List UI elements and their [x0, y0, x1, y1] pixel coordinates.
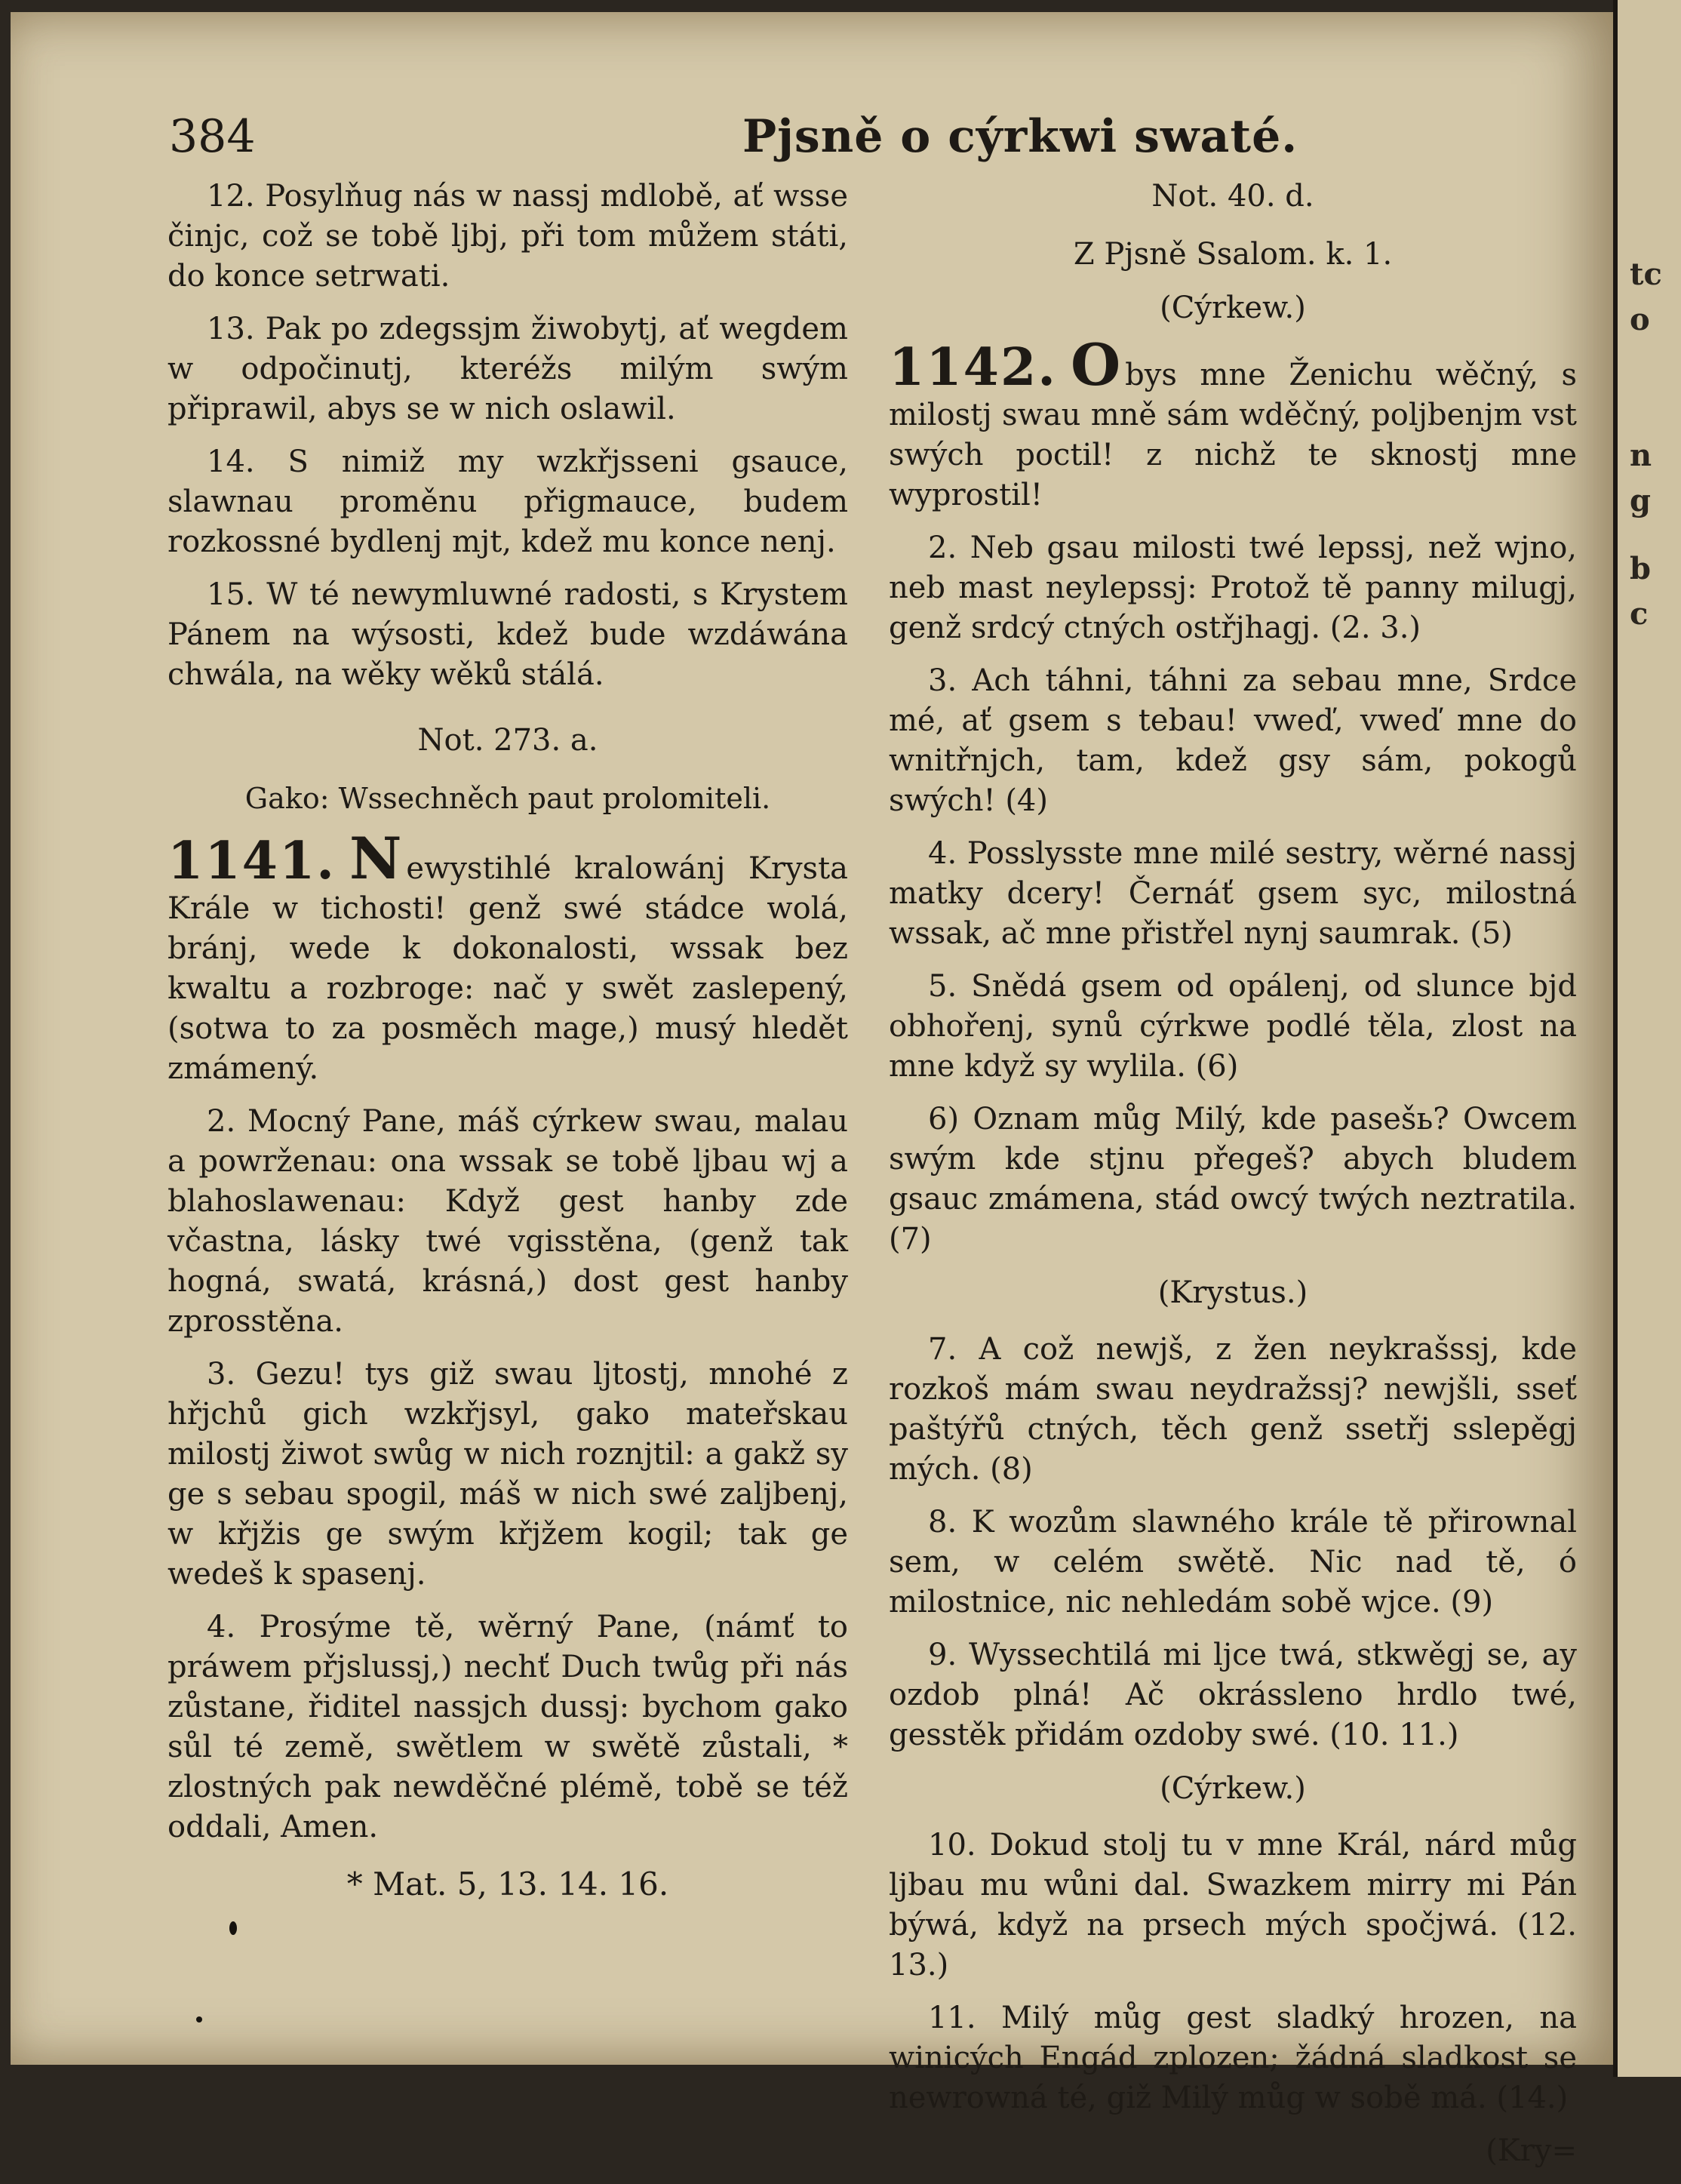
stanza: 2. Mocný Pane, máš cýrkew swau, malau a powrženau: ona wssak se tobě ljbau wj a blahoslawenau: Když gest hanby zde včastna, lásky twé vgisstěna, (genž tak hogná, swatá, krásná,) dost gest hanby zprosstěna. [167, 1104, 848, 1339]
stanza-text: ewystihlé kralowánj Krysta Krále w tichosti! genž swé stádce wolá, bránj, wede k dokonalosti, wssak bez kwaltu a rozbroge: nač y swět zaslepený, (sotwa to za posměch mage,) musý hledět zmámený. [167, 851, 848, 1086]
initial-letter: O [1070, 331, 1121, 398]
page-header [161, 110, 1500, 171]
hymn-first-stanza [889, 331, 1577, 515]
stanza: 7. A což newjš, z žen neykrašssj, kde rozkoš mám swau neydražssj? newjšli, sseť paštýřů ctných, těch genž ssetřj sslepěgj mých. (8) [889, 1332, 1577, 1487]
footnote: * Mat. 5, 13. 14. 16. [346, 1866, 669, 1903]
book-page [11, 12, 1613, 2168]
speaker-label: (Krystus.) [1157, 1275, 1308, 1310]
stanza: 4. Prosýme tě, wěrný Pane, (námť to práwem přjslussj,) nechť Duch twůg při nás zůstane, řiditel nassjch dussj: bychom gako sůl té země, swětlem w swětě zůstali, * zlostných pak newděčné plémě, tobě se též oddali, Amen. [167, 1610, 848, 1844]
stanza: 5. Snědá gsem od opálenj, od slunce bjd obhořenj, synů cýrkwe podlé těla, zlost na mne když sy wylila. (6) [889, 969, 1577, 1084]
stanza: 14. S nimiž my wzkřjsseni gsauce, slawnau proměnu přigmauce, budem rozkossné bydlenj mjt, kdež mu konce nenj. [167, 444, 848, 559]
tune-reference: Not. 273. a. [417, 723, 598, 758]
adjacent-text-fragment: c [1630, 596, 1649, 632]
stanza: 6) Oznam můg Milý, kde pasešь? Owcem swým kde stjnu přegeš? abych bludem gsauc zmámena, stád owcý twých neztratila. (7) [889, 1102, 1577, 1257]
hymn-number: 1141. [167, 831, 336, 891]
initial-letter: N [349, 825, 402, 892]
adjacent-text-fragment: g [1630, 483, 1651, 518]
melody-line: Gako: Wssechněch paut prolomiteli. [244, 782, 771, 815]
ink-blot [196, 2016, 202, 2023]
stanza: 3. Gezu! tys giž swau ljtostj, mnohé z hřjchů gich wzkřjsyl, gako mateřskau milostj žiwot swůg w nich roznjtil: a gakž sy ge s sebau spogil, máš w nich swé zaljbenj, w křjžis ge swým křjžem kogil; tak ge wedeš k spasenj. [167, 1357, 848, 1592]
stanza: 12. Posylňug nás w nassj mdlobě, ať wsse činjc, což se tobě ljbj, při tom můžem státi, do konce setrwati. [167, 179, 848, 294]
adjacent-text-fragment: tc [1630, 257, 1662, 292]
running-title: Pjsně o cýrkwi swaté. [742, 110, 1298, 163]
hymn-first-stanza [167, 825, 848, 1089]
stanza: 9. Wyssechtilá mi ljce twá, stkwěgj se, ay ozdob plná! Ač okrássleno hrdlo twé, gesstěk přidám ozdoby swé. (10. 11.) [889, 1638, 1577, 1752]
source-line: Z Pjsně Ssalom. k. 1. [1073, 237, 1393, 272]
stanza-text: bys mne Ženichu wěčný, s milostj swau mně sám wděčný, poljbenjm vst swých poctil! z nichž te sknostj mne wyprostil! [889, 358, 1577, 512]
stanza: 13. Pak po zdegssjm žiwobytj, ať wegdem w odpočinutj, kteréžs milým swým připrawil, abys se w nich oslawil. [167, 312, 848, 426]
speaker-label: (Cýrkew.) [1160, 1771, 1306, 1806]
stanza: 8. K wozům slawného krále tě přirownal sem, w celém swětě. Nic nad tě, ó milostnice, nic nehledám sobě wjce. (9) [889, 1505, 1577, 1620]
adjacent-text-fragment: o [1630, 302, 1650, 337]
page-number: 384 [169, 110, 256, 163]
stanza: 3. Ach táhni, táhni za sebau mne, Srdce mé, ať gsem s tebau! vweď, vweď mne do wnitřnjch, tam, kdež gsy sám, pokogů swých! (4) [889, 663, 1577, 818]
catchword: (Kry= [1486, 2133, 1577, 2168]
stanza: 4. Posslysste mne milé sestry, wěrné nassj matky dcery! Černáť gsem syc, milostná wssak, ač mne přistřel nynj saumrak. (5) [889, 836, 1577, 951]
adjacent-text-fragment: n [1630, 438, 1652, 473]
speaker-label: (Cýrkew.) [1160, 291, 1306, 325]
stanza: 10. Dokud stolj tu v mne Král, nárd můg ljbau mu wůni dal. Swazkem mirry mi Pán býwá, když na prsech mých spočjwá. (12. 13.) [889, 1828, 1577, 1983]
left-column [167, 177, 848, 1917]
ink-blot [229, 1921, 237, 1935]
stanza: 11. Milý můg gest sladký hrozen, na winicých Engád zplozen; žádná sladkost se newrowná té, giž Milý můg w sobě má. (14.) [889, 2001, 1577, 2115]
adjacent-text-fragment: b [1630, 551, 1651, 586]
adjacent-page-edge [1613, 0, 1681, 2077]
tune-reference: Not. 40. d. [1151, 179, 1314, 214]
right-column [889, 177, 1577, 2184]
stanza: 2. Neb gsau milosti twé lepssj, než wjno, neb mast neylepssj: Protož tě panny milugj, genž srdcý ctných ostřjhagj. (2. 3.) [889, 531, 1577, 645]
hymn-number: 1142. [889, 337, 1057, 398]
stanza: 15. W té newymluwné radosti, s Krystem Pánem na wýsosti, kdež bude wzdáwána chwála, na wěky wěků stálá. [167, 577, 848, 692]
